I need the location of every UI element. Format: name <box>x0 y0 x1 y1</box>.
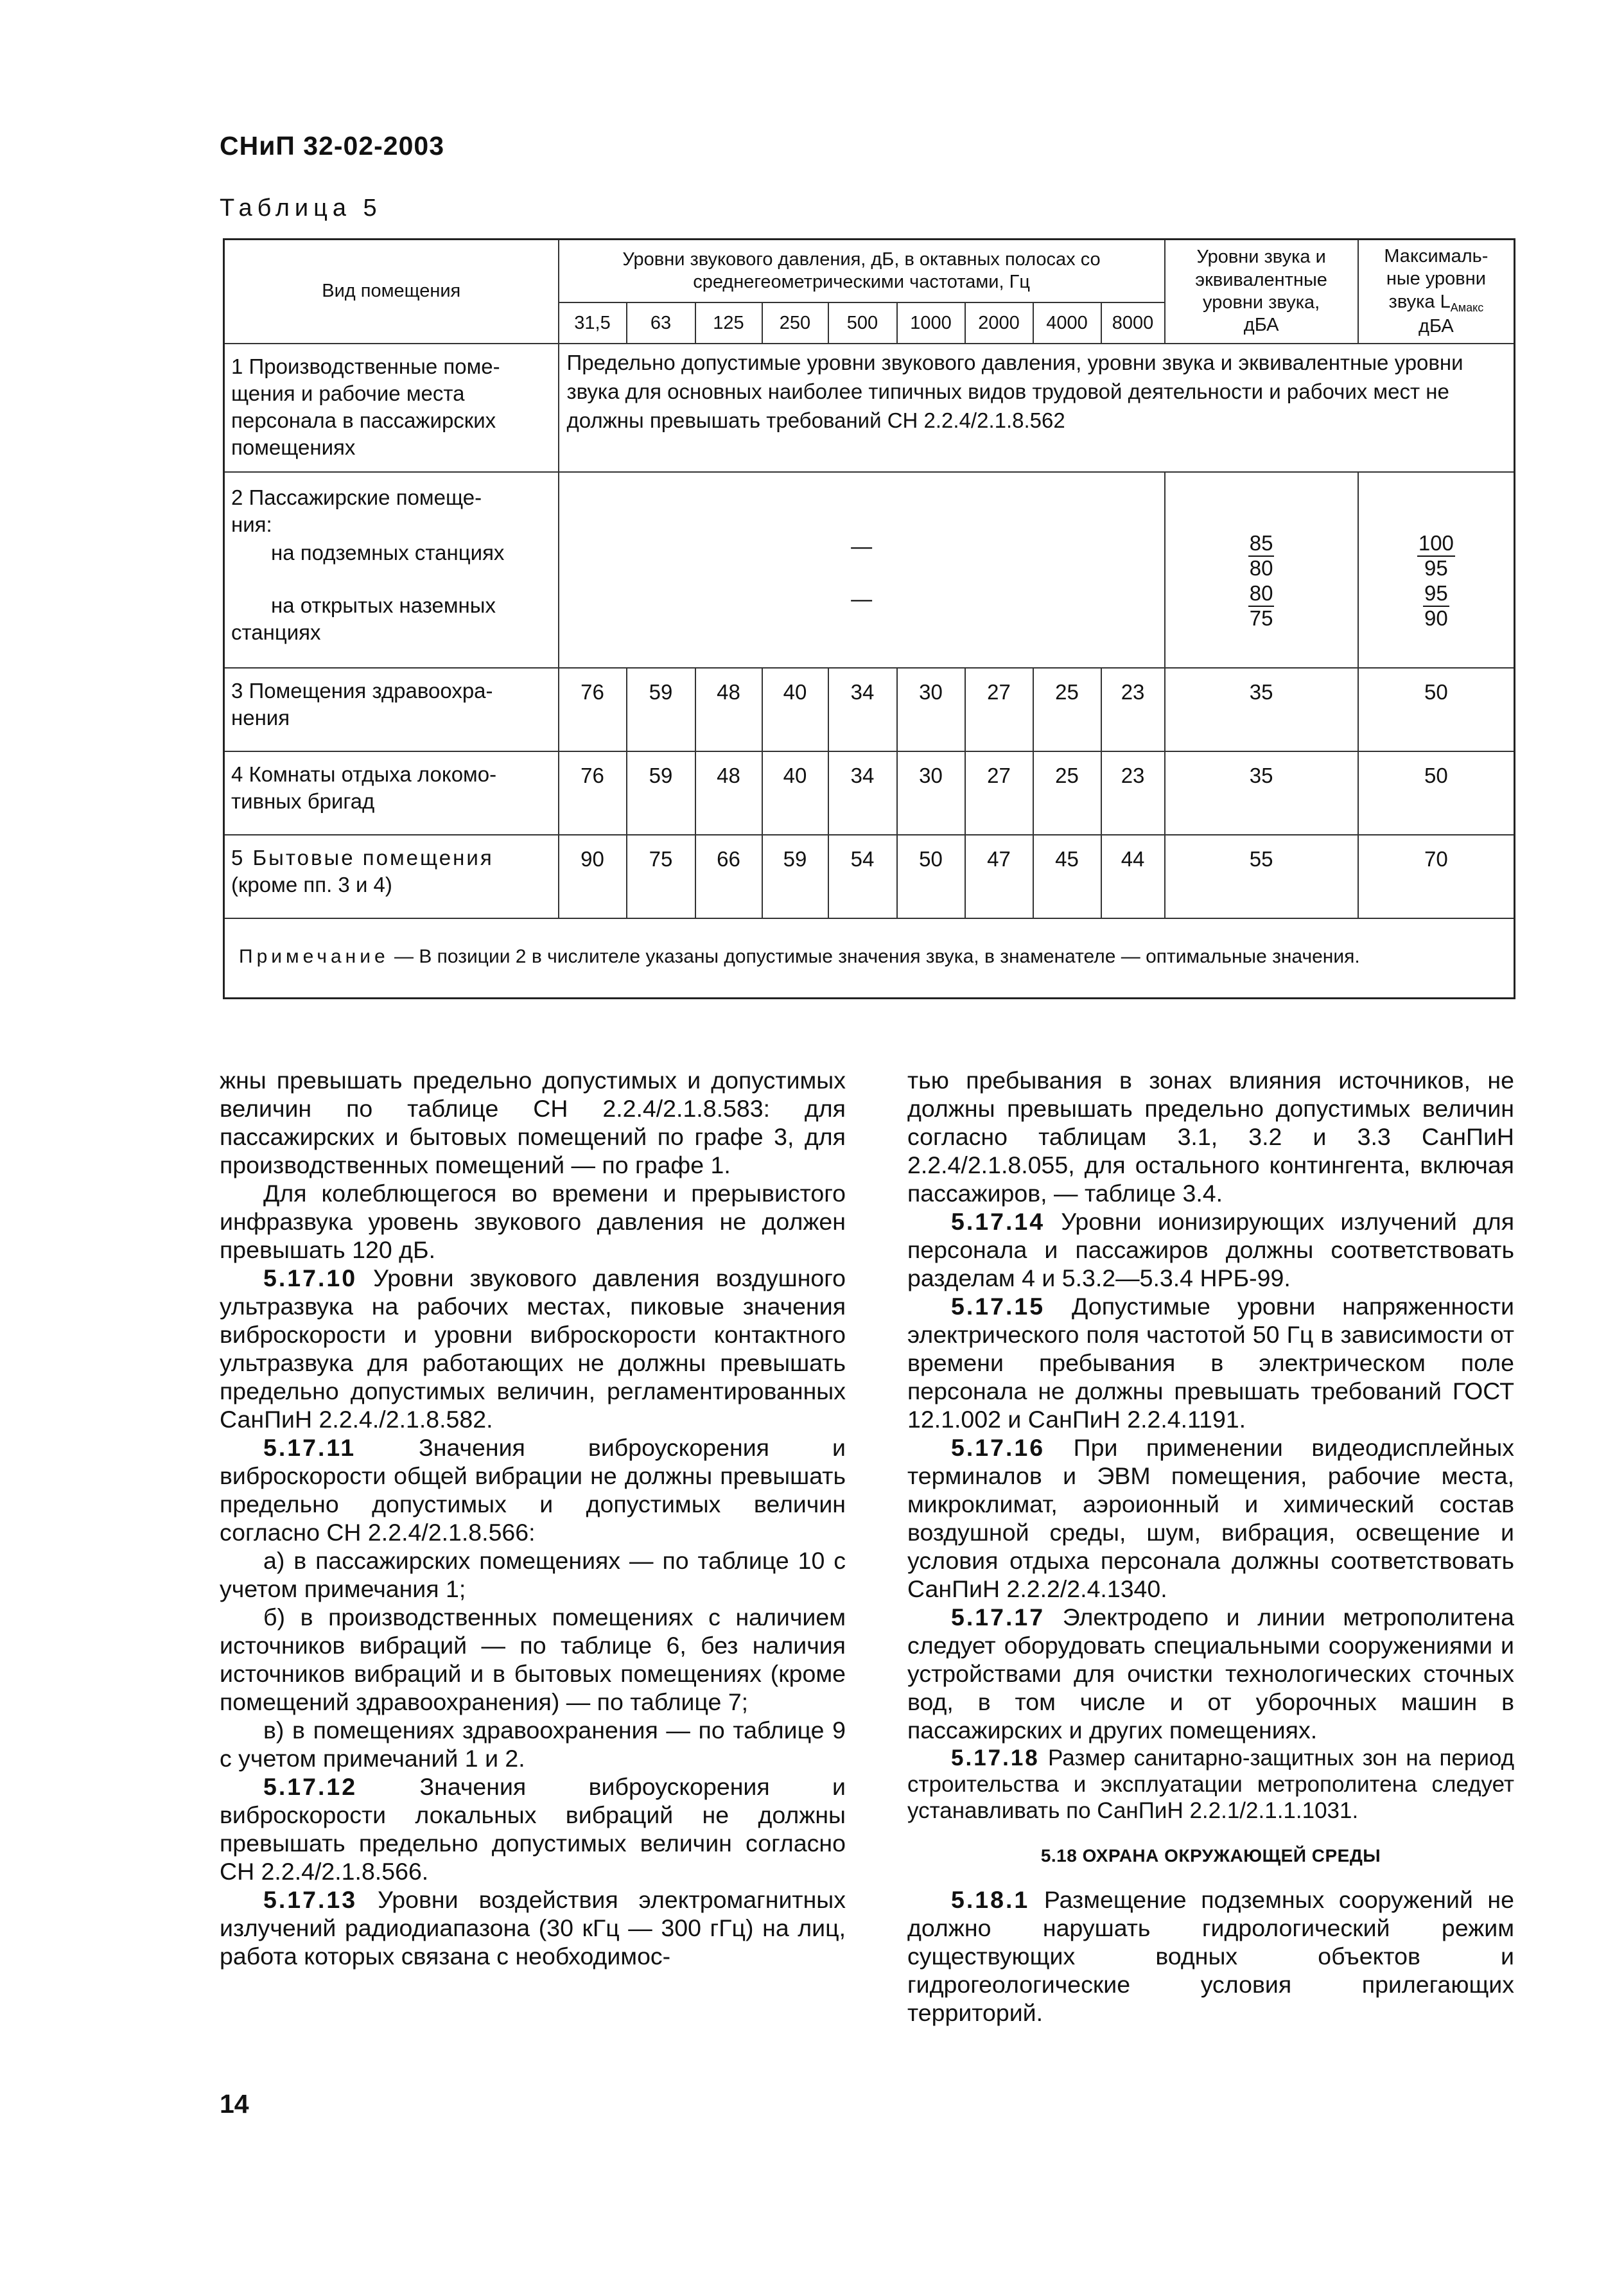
header-eq-unit: дБА <box>1243 315 1279 336</box>
freq-cell: 2000 <box>965 302 1033 344</box>
header-eq-line3: уровни звука, <box>1203 292 1320 313</box>
row-label-line: 5 Бытовые помещения <box>231 846 494 870</box>
clause-text: Уровни ионизирующих излучений для персонала и пассажиров должны соответствовать разделам 4 и 5.3.2—5.3.4 НРБ-99. <box>907 1207 1514 1291</box>
value-cell: 23 <box>1101 751 1165 835</box>
row-label-line: щения и рабочие места <box>231 381 465 405</box>
merged-requirement-text: Предельно допустимые уровни звукового давления, уровни звука и эквивалентные уровни звука для основных наиболее типичных видов трудовой деятельности и рабочих мест не должны превышать требований СН 2.2.4/2.1.8.562 <box>559 344 1515 472</box>
note-text: — В позиции 2 в числителе указаны допустимые значения звука, в знаменателе — оптимальные значения. <box>389 945 1360 967</box>
row-label-line: тивных бригад <box>231 789 375 813</box>
clause-5-17-13 <box>220 1886 846 1971</box>
value-cell: 34 <box>828 668 897 751</box>
row-label-line: 4 Комнаты отдыха локомо- <box>231 762 497 787</box>
clause-number: 5.17.18 <box>951 1745 1040 1771</box>
max-level-cell: 50 <box>1358 751 1515 835</box>
equivalent-level-cell: 35 <box>1165 668 1358 751</box>
list-item: а) в пассажирских помещениях — по таблице 10 с учетом примечания 1; <box>220 1546 846 1602</box>
numerator: 85 <box>1248 532 1275 557</box>
freq-cell: 63 <box>627 302 695 344</box>
freq-cell: 125 <box>695 302 762 344</box>
value-cell: 25 <box>1033 668 1101 751</box>
row-label-line: 2 Пассажирские помеще- <box>231 485 482 510</box>
document-code-header: СНиП 32-02-2003 <box>220 131 445 161</box>
value-cell: 25 <box>1033 751 1101 835</box>
value-cell: 76 <box>559 668 627 751</box>
row-label <box>224 835 559 918</box>
row-label <box>224 472 559 668</box>
numerator: 80 <box>1248 582 1275 607</box>
value-cell: 47 <box>965 835 1033 918</box>
value-cell: 75 <box>627 835 695 918</box>
value-cell: 40 <box>762 668 828 751</box>
numerator: 100 <box>1417 532 1455 557</box>
row-label-line: на подземных станциях <box>271 540 505 564</box>
clause-5-17-14 <box>907 1208 1514 1293</box>
clause-5-18-1 <box>907 1886 1514 2027</box>
value-cell: 45 <box>1033 835 1101 918</box>
clause-text: Допустимые уровни напряженности электрического поля частотой 50 Гц в зависимости от времени пребывания в электрическом поле персонала не должны превышать требований ГОСТ 12.1.002 и СанПиН 2.2.4.1191. <box>907 1292 1514 1433</box>
numerator: 95 <box>1423 582 1449 607</box>
fraction-underground-eq <box>1248 532 1275 581</box>
value-cell: 59 <box>627 668 695 751</box>
max-level-fractions <box>1358 472 1515 668</box>
row-label-line: персонала в пассажирских <box>231 408 496 432</box>
header-equivalent-levels <box>1165 240 1358 344</box>
equivalent-level-cell: 55 <box>1165 835 1358 918</box>
row-label-line: 1 Производственные поме- <box>231 354 500 379</box>
row-label <box>224 344 559 472</box>
table-row <box>224 835 1515 918</box>
clause-number: 5.17.13 <box>263 1885 358 1913</box>
clause-5-17-12 <box>220 1773 846 1886</box>
value-cell: 23 <box>1101 668 1165 751</box>
denominator: 90 <box>1424 606 1448 630</box>
clause-5-17-11 <box>220 1434 846 1547</box>
freq-cell: 250 <box>762 302 828 344</box>
freq-cell: 31,5 <box>559 302 627 344</box>
clause-5-17-18 <box>907 1745 1514 1824</box>
equivalent-level-fractions <box>1165 472 1358 668</box>
header-max-levels <box>1358 240 1515 344</box>
header-eq-line1: Уровни звука и <box>1196 247 1326 268</box>
header-max-subscript: Амакс <box>1450 301 1484 314</box>
value-cell: 66 <box>695 835 762 918</box>
clause-number: 5.17.14 <box>951 1207 1045 1235</box>
clause-text: Размещение подземных сооружений не должно нарушать гидрологический режим существующих водных объектов и гидрогеологические условия прилегающих территорий. <box>907 1885 1514 2026</box>
clause-number: 5.17.10 <box>263 1264 358 1291</box>
clause-number: 5.17.17 <box>951 1603 1045 1631</box>
dash-cell <box>559 472 1165 668</box>
paragraph: тью пребывания в зонах влияния источников, не должны превышать предельно допустимых величин согласно таблицам 3.1, 3.2 и 3.3 СанПиН 2.2.4/2.1.8.055, для остального контингента, включая пассажиров, — таблице 3.4. <box>907 1067 1514 1207</box>
value-cell: 50 <box>897 835 965 918</box>
header-room-type: Вид помещения <box>224 240 559 344</box>
table-note-row <box>224 918 1515 998</box>
value-cell: 54 <box>828 835 897 918</box>
freq-cell: 500 <box>828 302 897 344</box>
clause-text: Значения виброускорения и виброскорости общей вибрации не должны превышать предельно допустимых и допустимых величин согласно СН 2.2.4/2.1.8.566: <box>220 1433 846 1546</box>
value-cell: 76 <box>559 751 627 835</box>
freq-cell: 1000 <box>897 302 965 344</box>
header-max-line2: ные уровни <box>1386 268 1486 290</box>
left-text-column <box>220 1067 846 1971</box>
section-heading: 5.18 ОХРАНА ОКРУЖАЮЩЕЙ СРЕДЫ <box>1040 1845 1381 1866</box>
clause-text: При применении видеодисплейных терминалов и ЭВМ помещения, рабочие места, микроклимат, аэроионный и химический состав воздушной среды, шум, вибрация, освещение и условия отдыха персонала должны соответствовать СанПиН 2.2.2/2.4.1340. <box>907 1433 1514 1602</box>
value-cell: 27 <box>965 751 1033 835</box>
row-label-line: (кроме пп. 3 и 4) <box>231 872 392 896</box>
value-cell: 44 <box>1101 835 1165 918</box>
table-header-row <box>224 240 1515 303</box>
denominator: 75 <box>1249 606 1273 630</box>
clause-5-17-10 <box>220 1264 846 1434</box>
row-label-line: нения <box>231 705 290 730</box>
row-label <box>224 751 559 835</box>
clause-number: 5.17.15 <box>951 1292 1045 1320</box>
noise-levels-table <box>223 238 1515 999</box>
clause-number: 5.17.12 <box>263 1772 358 1800</box>
equivalent-level-cell: 35 <box>1165 751 1358 835</box>
table-caption: Таблица 5 <box>220 195 382 222</box>
fraction-surface-max <box>1423 582 1449 631</box>
table-note <box>224 918 1515 998</box>
value-cell: 34 <box>828 751 897 835</box>
list-item: б) в производственных помещениях с наличием источников вибраций — по таблице 6, без наличия источников вибраций и в бытовых помещениях (кроме помещений здравоохранения) — по таблице 7; <box>220 1603 846 1715</box>
row-label-line: на открытых наземных <box>271 593 496 617</box>
row-label <box>224 668 559 751</box>
note-label: Примечание <box>239 945 389 967</box>
clause-text: Уровни звукового давления воздушного ультразвука на рабочих местах, пиковые значения виброскорости и уровни виброскорости контактного ультразвука для работающих не должны превышать предельно допустимых величин, регламентированных СанПиН 2.2.4./2.1.8.582. <box>220 1264 846 1433</box>
clause-5-17-17 <box>907 1604 1514 1745</box>
clause-text: Уровни воздействия электромагнитных излучений радиодиапазона (30 кГц — 300 гГц) на лиц, работа которых связана с необходимос- <box>220 1885 846 1970</box>
row-label-line: помещениях <box>231 435 356 459</box>
fraction-underground-max <box>1417 532 1455 581</box>
max-level-cell: 70 <box>1358 835 1515 918</box>
clause-number: 5.17.11 <box>263 1433 356 1461</box>
freq-cell: 8000 <box>1101 302 1165 344</box>
right-text-column <box>907 1067 1514 2027</box>
header-max-unit: дБА <box>1419 315 1454 337</box>
dash-surface: — <box>851 586 873 611</box>
value-cell: 59 <box>762 835 828 918</box>
header-max-line3: звука L <box>1388 291 1451 312</box>
value-cell: 48 <box>695 668 762 751</box>
dash-underground: — <box>851 534 873 559</box>
fraction-surface-eq <box>1248 582 1275 631</box>
paragraph: Для колеблющегося во времени и прерывистого инфразвука уровень звукового давления не должен превышать 120 дБ. <box>220 1179 846 1263</box>
paragraph: жны превышать предельно допустимых и допустимых величин по таблице СН 2.2.4/2.1.8.583: для пассажирских и бытовых помещений по графе 3, для производственных помещений — по графе 1. <box>220 1067 846 1178</box>
value-cell: 90 <box>559 835 627 918</box>
value-cell: 40 <box>762 751 828 835</box>
row-label-line: ния: <box>231 512 272 536</box>
table-row <box>224 472 1515 668</box>
clause-5-17-16 <box>907 1434 1514 1604</box>
table-row <box>224 668 1515 751</box>
header-max-line1: Максималь- <box>1384 246 1489 267</box>
clause-text: Электродепо и линии метрополитена следует оборудовать специальными сооружениями и устройствами для очистки технологических сточных вод, в том числе и от уборочных машин в пассажирских и других помещениях. <box>907 1603 1514 1744</box>
value-cell: 59 <box>627 751 695 835</box>
list-item: в) в помещениях здравоохранения — по таблице 9 с учетом примечаний 1 и 2. <box>220 1716 846 1772</box>
clause-number: 5.17.16 <box>951 1433 1045 1461</box>
clause-text: Размер санитарно-защитных зон на период строительства и эксплуатации метрополитена следует устанавливать по СанПиН 2.2.1/2.1.1.1031. <box>907 1745 1514 1823</box>
header-eq-line2: эквивалентные <box>1195 269 1327 290</box>
value-cell: 27 <box>965 668 1033 751</box>
denominator: 95 <box>1424 556 1448 581</box>
max-level-cell: 50 <box>1358 668 1515 751</box>
clause-5-17-15 <box>907 1293 1514 1434</box>
value-cell: 48 <box>695 751 762 835</box>
table-row <box>224 344 1515 472</box>
clause-number: 5.18.1 <box>951 1885 1030 1913</box>
denominator: 80 <box>1249 556 1273 581</box>
value-cell: 30 <box>897 668 965 751</box>
table-row <box>224 751 1515 835</box>
freq-cell: 4000 <box>1033 302 1101 344</box>
clause-text: Значения виброускорения и виброскорости локальных вибраций не должны превышать предельно допустимых величин согласно СН 2.2.4/2.1.8.566. <box>220 1772 846 1885</box>
header-sound-pressure: Уровни звукового давления, дБ, в октавных полосах со среднегеометрическими частотами, Гц <box>559 240 1165 303</box>
row-label-line: станциях <box>231 620 321 644</box>
row-label-line: 3 Помещения здравоохра- <box>231 679 493 703</box>
page-number: 14 <box>220 2089 249 2119</box>
value-cell: 30 <box>897 751 965 835</box>
